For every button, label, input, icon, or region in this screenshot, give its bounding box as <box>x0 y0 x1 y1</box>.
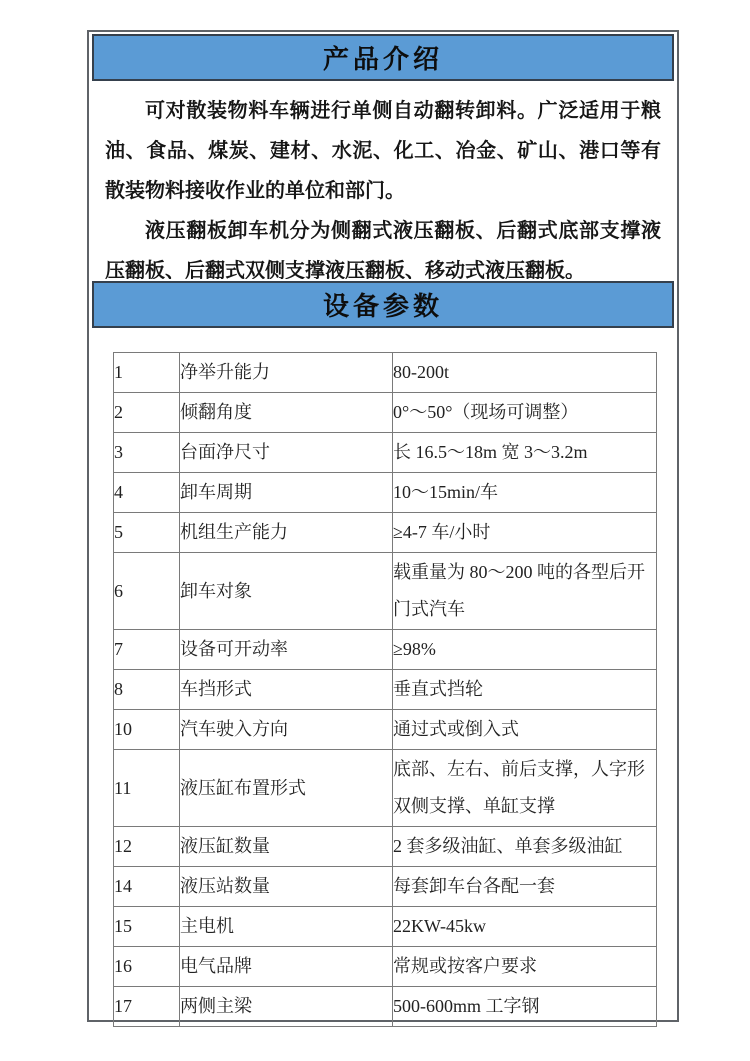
param-value-cell: 载重量为 80～200 吨的各型后开门式汽车 <box>393 553 657 630</box>
param-number-cell: 10 <box>114 710 180 750</box>
param-name-cell: 电气品牌 <box>180 947 393 987</box>
section-header-product-intro <box>92 34 674 81</box>
param-name-cell: 主电机 <box>180 907 393 947</box>
content-frame <box>87 30 679 1022</box>
param-value-cell: 0°～50°（现场可调整） <box>393 393 657 433</box>
params-table-section <box>89 328 677 1027</box>
table-row <box>114 353 657 393</box>
param-name-cell: 设备可开动率 <box>180 630 393 670</box>
section-header-equipment-params <box>92 281 674 328</box>
param-value-cell: 10～15min/车 <box>393 473 657 513</box>
table-row <box>114 473 657 513</box>
param-value-cell: 底部、左右、前后支撑，人字形双侧支撑、单缸支撑 <box>393 750 657 827</box>
param-number-cell: 7 <box>114 630 180 670</box>
table-row <box>114 947 657 987</box>
param-name-cell: 两侧主梁 <box>180 987 393 1027</box>
param-value-cell: 22KW-45kw <box>393 907 657 947</box>
param-name-cell: 台面净尺寸 <box>180 433 393 473</box>
param-number-cell: 11 <box>114 750 180 827</box>
intro-paragraph-2: 液压翻板卸车机分为侧翻式液压翻板、后翻式底部支撑液压翻板、后翻式双侧支撑液压翻板、移动式液压翻板。 <box>105 220 661 279</box>
param-number-cell: 8 <box>114 670 180 710</box>
equipment-params-title: 设备参数 <box>322 291 443 321</box>
param-value-cell: ≥4-7 车/小时 <box>393 513 657 553</box>
param-name-cell: 液压缸布置形式 <box>180 750 393 827</box>
table-row <box>114 987 657 1027</box>
params-table <box>113 352 657 1027</box>
param-number-cell: 2 <box>114 393 180 433</box>
param-name-cell: 机组生产能力 <box>180 513 393 553</box>
param-number-cell: 17 <box>114 987 180 1027</box>
param-number-cell: 14 <box>114 867 180 907</box>
param-name-cell: 倾翻角度 <box>180 393 393 433</box>
param-value-cell: 500-600mm 工字钢 <box>393 987 657 1027</box>
param-number-cell: 16 <box>114 947 180 987</box>
params-table-body <box>114 353 657 1027</box>
param-value-cell: 每套卸车台各配一套 <box>393 867 657 907</box>
param-number-cell: 4 <box>114 473 180 513</box>
param-name-cell: 液压站数量 <box>180 867 393 907</box>
param-name-cell: 卸车周期 <box>180 473 393 513</box>
param-name-cell: 汽车驶入方向 <box>180 710 393 750</box>
param-number-cell: 5 <box>114 513 180 553</box>
table-row <box>114 513 657 553</box>
table-row <box>114 553 657 630</box>
param-value-cell: 长 16.5～18m 宽 3～3.2m <box>393 433 657 473</box>
table-row <box>114 630 657 670</box>
param-number-cell: 12 <box>114 827 180 867</box>
param-value-cell: 通过式或倒入式 <box>393 710 657 750</box>
param-number-cell: 3 <box>114 433 180 473</box>
table-row <box>114 710 657 750</box>
param-name-cell: 车挡形式 <box>180 670 393 710</box>
table-row <box>114 867 657 907</box>
param-value-cell: 2 套多级油缸、单套多级油缸 <box>393 827 657 867</box>
intro-paragraph-1: 可对散装物料车辆进行单侧自动翻转卸料。广泛适用于粮油、食品、煤炭、建材、水泥、化工、冶金、矿山、港口等有散装物料接收作业的单位和部门。 <box>105 100 661 202</box>
table-row <box>114 433 657 473</box>
param-value-cell: ≥98% <box>393 630 657 670</box>
param-value-cell: 80-200t <box>393 353 657 393</box>
param-number-cell: 15 <box>114 907 180 947</box>
table-row <box>114 670 657 710</box>
product-intro-body <box>89 81 677 279</box>
param-value-cell: 垂直式挡轮 <box>393 670 657 710</box>
table-row <box>114 750 657 827</box>
table-row <box>114 907 657 947</box>
param-number-cell: 1 <box>114 353 180 393</box>
param-name-cell: 净举升能力 <box>180 353 393 393</box>
param-value-cell: 常规或按客户要求 <box>393 947 657 987</box>
product-intro-title: 产品介绍 <box>322 44 443 74</box>
param-name-cell: 卸车对象 <box>180 553 393 630</box>
param-name-cell: 液压缸数量 <box>180 827 393 867</box>
table-row <box>114 827 657 867</box>
table-row <box>114 393 657 433</box>
param-number-cell: 6 <box>114 553 180 630</box>
